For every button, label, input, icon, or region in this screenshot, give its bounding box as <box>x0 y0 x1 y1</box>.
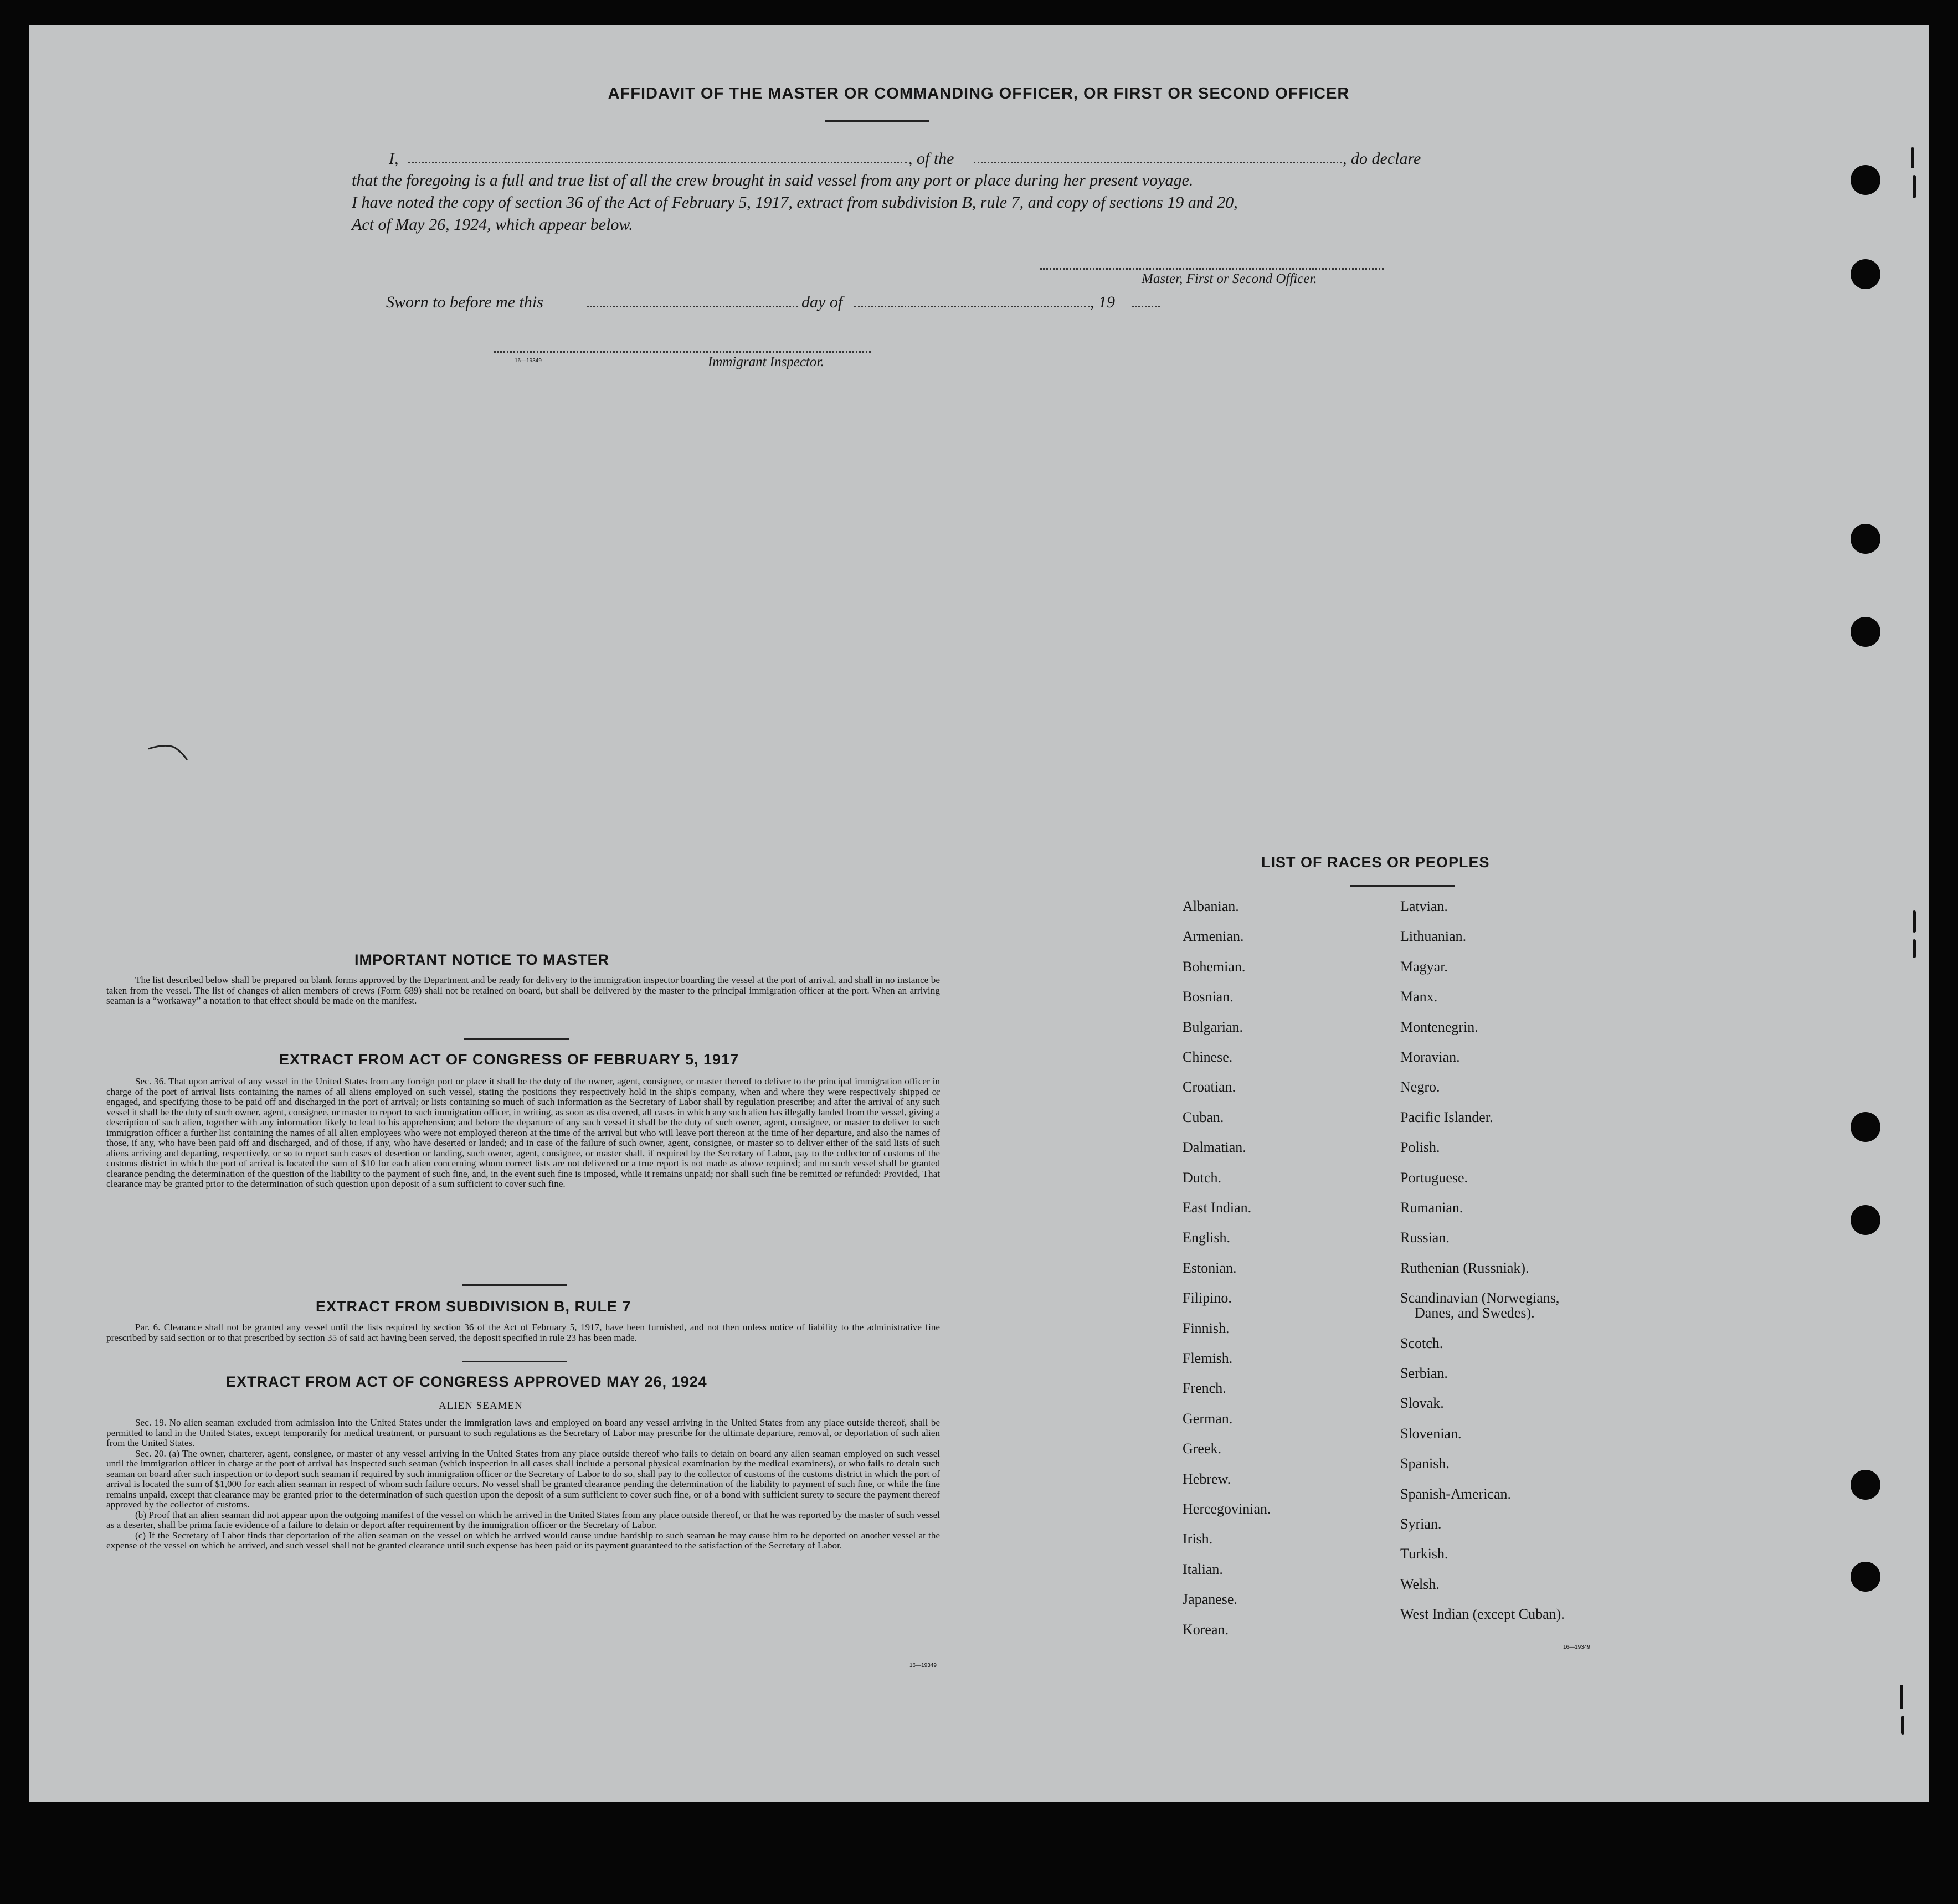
edge-mark <box>1900 1685 1903 1709</box>
inspector-signature-line[interactable] <box>494 351 871 353</box>
race-item: Manx. <box>1400 989 1438 1005</box>
race-item: Ruthenian (Russniak). <box>1400 1259 1529 1276</box>
extract-1924-title: EXTRACT FROM ACT OF CONGRESS APPROVED MAY 26, 1924 <box>226 1373 707 1390</box>
race-item: Estonian. <box>1183 1259 1237 1276</box>
race-item: Welsh. <box>1400 1576 1440 1592</box>
officer-signature-caption: Master, First or Second Officer. <box>1142 271 1317 286</box>
race-item: Chinese. <box>1183 1049 1233 1065</box>
race-item: Danes, and Swedes). <box>1415 1305 1535 1321</box>
name-blank[interactable] <box>408 162 907 163</box>
affidavit-line-2: that the foregoing is a full and true list of all the crew brought in said vessel from any port or place during her present voyage. <box>352 171 1194 189</box>
race-item: Spanish. <box>1400 1455 1450 1472</box>
race-item: Pacific Islander. <box>1400 1109 1493 1125</box>
race-item: Slovenian. <box>1400 1425 1462 1442</box>
affidavit-line-3: I have noted the copy of section 36 of the Act of February 5, 1917, extract from subdivision B, rule 7, and copy of sections 19 and 20, <box>352 193 1238 212</box>
vessel-blank[interactable] <box>974 162 1342 163</box>
race-item: Greek. <box>1183 1440 1222 1457</box>
extract-rule7-title: EXTRACT FROM SUBDIVISION B, RULE 7 <box>316 1298 631 1315</box>
race-item: Japanese. <box>1183 1591 1237 1608</box>
extract-rule7-text: Par. 6. Clearance shall not be granted any vessel until the lists required by section 36 of the Act of February 5, 1917, have been furnished, and not then unless notice of liability to the administrative fine prescribed by said section or to that prescribed by section 35 of said act having been served, the deposit specified in rule 23 has been made. <box>106 1322 940 1343</box>
race-item: Albanian. <box>1183 898 1239 914</box>
race-item: Korean. <box>1183 1621 1229 1638</box>
race-item: Montenegrin. <box>1400 1018 1478 1035</box>
races-form-number: 16—19349 <box>1563 1644 1590 1650</box>
extract-1924-text <box>106 1418 940 1551</box>
edge-mark <box>1913 939 1916 958</box>
year-label: , 19 <box>1090 293 1115 311</box>
alien-seamen-subtitle: ALIEN SEAMEN <box>439 1400 523 1412</box>
race-item: Hercegovinian. <box>1183 1501 1271 1517</box>
race-item: French. <box>1183 1380 1226 1397</box>
extract-form-number: 16—19349 <box>909 1663 937 1669</box>
day-of-label: day of <box>801 293 843 311</box>
day-blank[interactable] <box>587 306 798 307</box>
race-item: Bosnian. <box>1183 989 1234 1005</box>
race-item: Dalmatian. <box>1183 1139 1246 1156</box>
notice-text: The list described below shall be prepared on blank forms approved by the Department and be ready for delivery to the immigration inspector boarding the vessel at the port of arrival, and shall in no instance be taken from the vessel. The list of changes of alien members of crews (Form 689) shall not be retained on board, but shall be delivered by the master to the principal immigration officer at the port. When an arriving seaman is a “workaway” a notation to that effect should be made on the manifest. <box>106 975 940 1006</box>
edge-mark <box>1913 910 1916 933</box>
form-sheet <box>29 25 1929 1802</box>
race-item: Lithuanian. <box>1400 928 1467 945</box>
punch-hole <box>1851 617 1880 647</box>
race-item: Moravian. <box>1400 1049 1460 1065</box>
affidavit-form-number: 16—19349 <box>515 358 542 364</box>
race-item: Hebrew. <box>1183 1470 1231 1487</box>
title-divider <box>825 120 929 122</box>
divider <box>464 1038 569 1040</box>
extract-1917-title: EXTRACT FROM ACT OF CONGRESS OF FEBRUARY 5, 1917 <box>279 1051 739 1068</box>
inspector-caption: Immigrant Inspector. <box>708 354 824 369</box>
punch-hole <box>1851 1205 1880 1235</box>
i-label: I, <box>389 150 399 168</box>
punch-hole <box>1851 1562 1880 1592</box>
race-item: Russian. <box>1400 1229 1450 1246</box>
race-item: West Indian (except Cuban). <box>1400 1606 1565 1623</box>
race-item: Slovak. <box>1400 1395 1444 1412</box>
race-item: Scotch. <box>1400 1335 1443 1351</box>
sec-20c: (c) If the Secretary of Labor finds that deportation of the alien seaman on the vessel on which he arrived would cause undue hardship to such seaman he may cause him to be deported on another vessel at the expense of the vessel on which he arrived, and such vessel shall not be granted clearance until such expense has been paid or its payment guaranteed to the satisfaction of the Secretary of Labor. <box>106 1530 940 1551</box>
race-item: Flemish. <box>1183 1350 1233 1366</box>
sec-20a: Sec. 20. (a) The owner, charterer, agent, consignee, or master of any vessel arriving in the United States from any place outside thereof who fails to detain on board any alien seaman employed on such vessel until the immigration officer in charge at the port of arrival has inspected such seaman (which inspection in all cases shall include a personal physical examination by the medical examiners), or who fails to detain such seaman on board after such inspection or to deport such seaman if required by such immigration officer or the Secretary of Labor to do so, shall pay to the collector of customs of the customs district in which the port of arrival is located the sum of $1,000 for each alien seaman in respect of whom such failure occurs. No vessel shall be granted clearance pending the determination of the liability to payment of such fine, or while the fine remains unpaid, except that clearance may be granted prior to the determination of such question upon the deposit of a sum sufficient to cover such fine, or of a bond with sufficient surety to secure the payment thereof approved by the collector of customs. <box>106 1448 940 1510</box>
race-item: Serbian. <box>1400 1365 1448 1381</box>
race-item: Bohemian. <box>1183 958 1246 975</box>
race-item: Scandinavian (Norwegians, <box>1400 1290 1560 1306</box>
month-blank[interactable] <box>854 306 1090 307</box>
race-item: Negro. <box>1400 1079 1440 1095</box>
race-item: English. <box>1183 1229 1230 1246</box>
divider <box>462 1284 567 1286</box>
race-item: Irish. <box>1183 1531 1213 1547</box>
punch-hole <box>1851 1112 1880 1142</box>
race-item: Croatian. <box>1183 1079 1236 1095</box>
sworn-label: Sworn to before me this <box>386 293 543 311</box>
divider <box>1350 885 1455 887</box>
race-item: Polish. <box>1400 1139 1440 1156</box>
race-item: Bulgarian. <box>1183 1018 1243 1035</box>
divider <box>462 1361 567 1362</box>
punch-hole <box>1851 259 1880 289</box>
race-item: Turkish. <box>1400 1546 1448 1562</box>
notice-title: IMPORTANT NOTICE TO MASTER <box>354 951 609 968</box>
punch-hole <box>1851 524 1880 554</box>
edge-mark <box>1913 175 1916 198</box>
year-blank[interactable] <box>1132 306 1160 307</box>
officer-signature-line[interactable] <box>1040 268 1384 270</box>
race-item: Latvian. <box>1400 898 1448 914</box>
of-the-label: , of the <box>908 150 954 168</box>
race-item: Finnish. <box>1183 1320 1230 1336</box>
edge-mark <box>1911 147 1914 168</box>
race-item: Dutch. <box>1183 1169 1222 1186</box>
race-item: Syrian. <box>1400 1516 1442 1532</box>
pen-mark <box>147 743 189 762</box>
sec-20b: (b) Proof that an alien seaman did not appear upon the outgoing manifest of the vessel on which he arrived in the United States from any place outside thereof, or that he was reported by the master of such vessel as a deserter, shall be prima facie evidence of a failure to detain or deport after requirement by the immigration officer or the Secretary of Labor. <box>106 1509 940 1530</box>
race-item: Portuguese. <box>1400 1169 1468 1186</box>
edge-mark <box>1901 1716 1904 1735</box>
race-item: Armenian. <box>1183 928 1244 945</box>
punch-hole <box>1851 1470 1880 1500</box>
race-item: East Indian. <box>1183 1200 1252 1216</box>
affidavit-line-4: Act of May 26, 1924, which appear below. <box>352 215 633 234</box>
extract-1917-text: Sec. 36. That upon arrival of any vessel in the United States from any foreign port or place it shall be the duty of the owner, agent, consignee, or master thereof to deliver to the principal immigration officer in charge of the port of arrival lists containing the names of all aliens employed on such vessel, stating the positions they respectively hold in the ship's company, when and where they were respectively shipped or engaged, and specifying those to be paid off and discharged in the port of arrival; or lists containing so much of such information as the Secretary of Labor shall by regulation prescribe; and after the arrival of any such vessel it shall be the duty of such owner, agent, consignee, or master to report to such immigration officer, in writing, as soon as discovered, all cases in which any such alien has illegally landed from the vessel, giving a description of such alien, together with any information likely to lead to his apprehension; and before the departure of any such vessel it shall be the duty of such owner, agent, consignee, or master to deliver to such immigration officer a further list containing the names of all alien employees who were not employed thereon at the time of the arrival but who will leave port thereon at the time of her departure, and also the names of those, if any, who have been paid off and discharged, and of those, if any, who have deserted or landed; and in case of the failure of such owner, agent, consignee, or master so to deliver either of the said lists of such aliens arriving and departing, respectively, or so to report such cases of desertion or landing, such owner, agent, consignee, or master shall, if required by the Secretary of Labor, pay to the collector of customs of the customs district in which the port of arrival is located the sum of $10 for each alien concerning whom correct lists are not delivered or a true report is not made as above required; and no such vessel shall be granted clearance pending the determination of the question of the liability to the payment of such fine, and, in the event such fine is imposed, while it remains unpaid; nor shall such fine be remitted or refunded: Provided, That clearance may be granted prior to the determination of such question upon deposit of a sum sufficient to cover such fine. <box>106 1076 940 1189</box>
race-item: Magyar. <box>1400 958 1448 975</box>
race-item: German. <box>1183 1410 1233 1427</box>
race-item: Cuban. <box>1183 1109 1224 1125</box>
do-declare-label: , do declare <box>1343 150 1421 168</box>
race-item: Spanish-American. <box>1400 1485 1512 1502</box>
punch-hole <box>1851 165 1880 195</box>
sec-19: Sec. 19. No alien seaman excluded from admission into the United States under the immigration laws and employed on board any vessel arriving in the United States from any place outside thereof, shall be permitted to land in the United States, except temporarily for medical treatment, or pursuant to such regulations as the Secretary of Labor may prescribe for the ultimate departure, removal, or deportation of such alien from the United States. <box>106 1417 940 1448</box>
race-item: Filipino. <box>1183 1290 1232 1306</box>
race-item: Italian. <box>1183 1561 1223 1577</box>
affidavit-title: AFFIDAVIT OF THE MASTER OR COMMANDING OFFICER, OR FIRST OR SECOND OFFICER <box>608 85 1350 102</box>
race-item: Rumanian. <box>1400 1200 1463 1216</box>
races-title: LIST OF RACES OR PEOPLES <box>1261 854 1490 871</box>
